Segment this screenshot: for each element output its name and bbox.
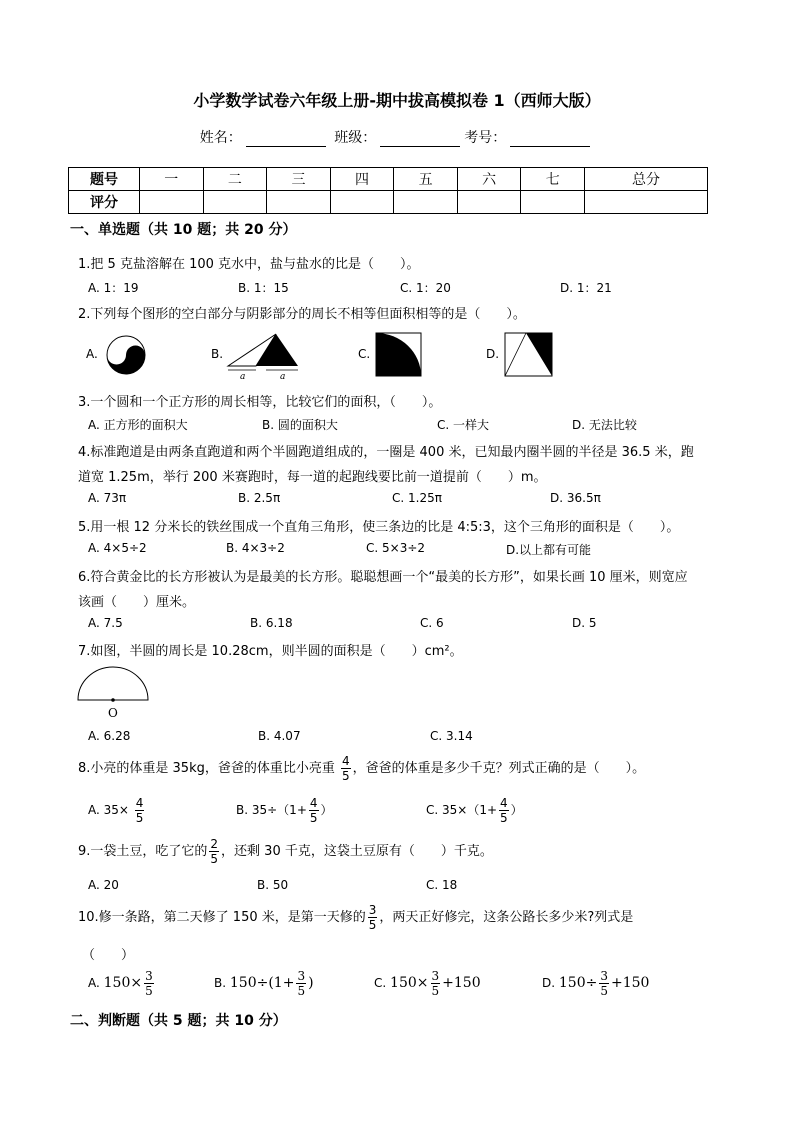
- math-number: 150: [390, 975, 417, 991]
- question-text-part: 10.修一条路，第二天修了 150 米，是第一天修的: [78, 910, 366, 925]
- numerator: 4: [342, 754, 350, 768]
- table-cell: 二: [203, 168, 267, 191]
- option-text: C. 35×（1+: [426, 803, 498, 817]
- option-text: B. 35÷（1+: [236, 803, 307, 817]
- score-cell[interactable]: [394, 191, 458, 214]
- numerator: 3: [368, 903, 377, 917]
- option: C. 1.25π: [392, 491, 442, 505]
- semicircle-figure: [76, 664, 150, 720]
- option-text: D.: [542, 976, 556, 990]
- denominator: 5: [145, 984, 153, 998]
- center-label: O: [108, 706, 118, 720]
- option: B. 4×3÷2: [226, 541, 285, 555]
- numerator: 4: [500, 796, 508, 810]
- math-number: 150: [453, 975, 481, 991]
- numerator: 3: [600, 969, 608, 983]
- option-text: A.: [88, 976, 100, 990]
- option: D. 1：21: [560, 281, 612, 295]
- denominator: 5: [297, 984, 306, 998]
- score-table-header-row: [69, 168, 708, 191]
- option-text: B.: [214, 976, 227, 990]
- fraction: [135, 797, 145, 824]
- yin-yang-figure: [104, 333, 152, 377]
- question-text: 道宽 1.25m，举行 200 米赛跑时，每一道的起跑线要比前一道提前（ ）m。: [78, 470, 547, 485]
- numerator: 3: [431, 969, 440, 983]
- math-operator: ×: [416, 975, 429, 991]
- option: [88, 970, 156, 997]
- option: [88, 797, 146, 824]
- numerator: 3: [297, 969, 306, 983]
- table-cell: 评分: [69, 191, 140, 214]
- question-text-part: ，两天正好修完，这条公路长多少米?列式是: [379, 910, 634, 925]
- table-cell: 题号: [69, 168, 140, 191]
- score-cell[interactable]: [330, 191, 394, 214]
- dimension-label: a: [240, 372, 246, 380]
- dimension-label: a: [280, 372, 286, 380]
- question-text-part: 9.一袋土豆，吃了它的: [78, 844, 208, 859]
- option-text: A. 35×: [88, 803, 129, 817]
- option-text: ）: [510, 803, 523, 817]
- question-text-part: ，爸爸的体重是多少千克？列式正确的是（ ）。: [352, 761, 646, 776]
- option: A. 正方形的面积大: [88, 418, 188, 432]
- option: B.: [211, 347, 224, 361]
- fraction: [599, 970, 609, 997]
- score-cell[interactable]: [140, 191, 204, 214]
- option: B. 2.5π: [238, 491, 281, 505]
- option: D.以上都有可能: [506, 543, 592, 557]
- fraction: [296, 970, 306, 997]
- page-title: 小学数学试卷六年级上册-期中拔高模拟卷 1（西师大版）: [193, 91, 601, 110]
- option: B. 圆的面积大: [262, 418, 338, 432]
- student-info-line: [0, 127, 794, 147]
- math-operator: ×: [130, 975, 143, 991]
- score-cell[interactable]: [457, 191, 521, 214]
- option: A. 1：19: [88, 281, 139, 295]
- option-text: C.: [374, 976, 387, 990]
- option: A. 4×5÷2: [88, 541, 147, 555]
- question-text: 7.如图，半圆的周长是 10.28cm，则半圆的面积是（ ）cm²。: [78, 644, 463, 659]
- score-cell[interactable]: [585, 191, 708, 214]
- fraction: [144, 970, 154, 997]
- fraction: [431, 970, 441, 997]
- option: A. 20: [88, 878, 119, 892]
- question-text: 5.用一根 12 分米长的铁丝围成一个直角三角形，使三条边的比是 4:5:3，这个三角形的面积是（ ）。: [78, 520, 680, 535]
- option: A. 7.5: [88, 616, 123, 630]
- denominator: 5: [500, 811, 508, 825]
- math-number: 150: [229, 975, 257, 991]
- math-number: 150: [558, 975, 586, 991]
- denominator: 5: [135, 811, 144, 825]
- exam-number-label: 考号：: [464, 130, 507, 146]
- math-operator: ÷: [256, 975, 269, 991]
- dimension-label: a: [130, 344, 136, 355]
- option: B. 4.07: [258, 729, 301, 743]
- math-operator: +: [442, 975, 454, 991]
- question-text: 1.把 5 克盐溶解在 100 克水中，盐与盐水的比是（ ）。: [78, 257, 420, 272]
- question-text: [78, 904, 633, 931]
- math-operator: (1+: [268, 975, 295, 991]
- question-text: 4.标准跑道是由两条直跑道和两个半圆跑道组成的，一圈是 400 米，已知最内圈半圆的半径是 36.5 米，跑: [78, 445, 694, 460]
- score-table: [68, 167, 708, 214]
- numerator: 2: [210, 837, 219, 851]
- option: C. 3.14: [430, 729, 473, 743]
- numerator: 4: [309, 796, 318, 810]
- class-field[interactable]: [380, 132, 460, 147]
- exam-number-field[interactable]: [510, 132, 590, 147]
- table-cell: 六: [457, 168, 521, 191]
- section-heading: 一、单选题（共 10 题；共 20 分）: [70, 222, 297, 238]
- option: B. 6.18: [250, 616, 293, 630]
- table-cell: 三: [267, 168, 331, 191]
- fraction: [209, 838, 219, 865]
- question-text-part: 8.小亮的体重是 35kg，爸爸的体重比小亮重: [78, 761, 335, 776]
- score-cell[interactable]: [203, 191, 267, 214]
- question-text: （ ）: [82, 948, 135, 963]
- question-text: 2.下列每个图形的空白部分与阴影部分的周长不相等但面积相等的是（ ）。: [78, 307, 526, 322]
- option: D. 5: [572, 616, 597, 630]
- denominator: 5: [342, 769, 350, 783]
- fraction: [309, 797, 319, 824]
- fraction: [341, 755, 351, 782]
- math-operator: +: [611, 975, 623, 991]
- option: B. 1：15: [238, 281, 289, 295]
- triangles-figure: [226, 330, 304, 380]
- fraction: [499, 797, 509, 824]
- option: C. 5×3÷2: [366, 541, 426, 555]
- option: A. 73π: [88, 491, 127, 505]
- table-cell: 总分: [585, 168, 708, 191]
- option: [214, 970, 314, 997]
- option: A. 6.28: [88, 729, 131, 743]
- score-cell[interactable]: [267, 191, 331, 214]
- numerator: 3: [145, 969, 153, 983]
- section-heading: 二、判断题（共 5 题；共 10 分）: [70, 1013, 287, 1029]
- numerator: 4: [135, 796, 144, 810]
- quarter-circle-figure: [375, 332, 423, 377]
- question-text: 3.一个圆和一个正方形的周长相等，比较它们的面积，（ ）。: [78, 395, 442, 410]
- score-table-score-row: [69, 191, 708, 214]
- option: C.: [358, 347, 371, 361]
- table-cell: 七: [521, 168, 585, 191]
- math-number: 150: [622, 975, 650, 991]
- option-text: ）: [320, 803, 333, 817]
- question-text: [78, 755, 645, 782]
- table-cell: 一: [140, 168, 204, 191]
- denominator: 5: [368, 918, 377, 932]
- question-text: 该画（ ）厘米。: [78, 595, 196, 610]
- denominator: 5: [431, 984, 440, 998]
- square-diagonal-figure: [504, 332, 554, 377]
- option: [236, 797, 333, 824]
- fraction: [368, 904, 378, 931]
- question-text: 6.符合黄金比的长方形被认为是最美的长方形。聪聪想画一个“最美的长方形”，如果长画 10 厘米，则宽应: [78, 570, 688, 585]
- math-operator: ÷: [585, 975, 598, 991]
- question-text: [78, 838, 493, 865]
- question-text-part: ，还剩 30 千克，这袋土豆原有（ ）千克。: [221, 844, 493, 859]
- option: C. 6: [420, 616, 444, 630]
- math-operator: ): [308, 975, 314, 991]
- option: D. 无法比较: [572, 418, 637, 432]
- denominator: 5: [600, 984, 608, 998]
- class-label: 班级：: [334, 130, 377, 146]
- table-cell: 四: [330, 168, 394, 191]
- option: D.: [486, 347, 500, 361]
- math-number: 150: [103, 975, 131, 991]
- option: [542, 970, 649, 997]
- option: A.: [86, 347, 98, 361]
- option: D. 36.5π: [550, 491, 601, 505]
- option: B. 50: [257, 878, 289, 892]
- option: C. 一样大: [437, 418, 490, 432]
- option: C. 1：20: [400, 281, 451, 295]
- name-label: 姓名：: [199, 130, 242, 146]
- name-field[interactable]: [246, 132, 326, 147]
- option: [374, 970, 481, 997]
- denominator: 5: [309, 811, 318, 825]
- option: [426, 797, 523, 824]
- option: C. 18: [426, 878, 458, 892]
- denominator: 5: [210, 852, 219, 866]
- score-cell[interactable]: [521, 191, 585, 214]
- table-cell: 五: [394, 168, 458, 191]
